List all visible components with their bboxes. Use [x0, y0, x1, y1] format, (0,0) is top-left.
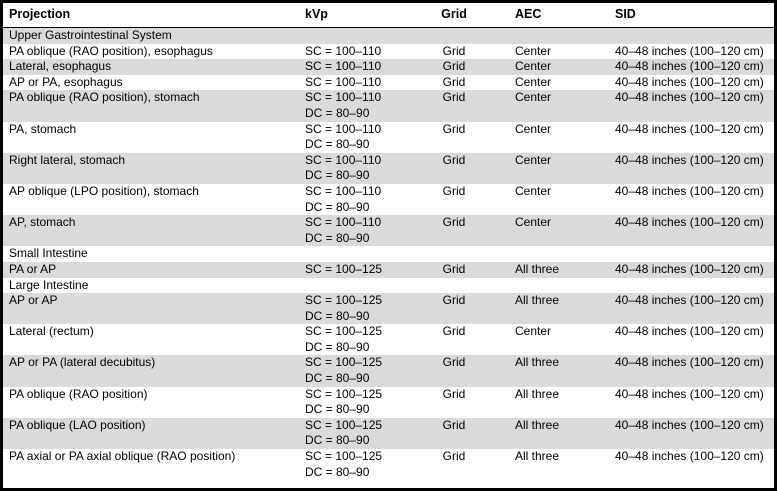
table-row	[3, 387, 774, 418]
aec-cell: All three	[509, 262, 609, 278]
table-row	[3, 293, 774, 324]
projection-cell: AP, stomach	[3, 215, 299, 246]
kvp-cell	[299, 153, 399, 184]
header-grid: Grid	[399, 3, 509, 28]
sid-cell: 40–48 inches (100–120 cm)	[609, 262, 774, 278]
kvp-value: SC = 100–110	[305, 121, 382, 136]
kvp-cell	[299, 90, 399, 121]
table-row	[3, 122, 774, 153]
kvp-cell	[299, 184, 399, 215]
aec-cell: Center	[515, 324, 552, 339]
sid-cell: 40–48 inches (100–120 cm)	[609, 418, 774, 449]
sid-cell: 40–48 inches (100–120 cm)	[615, 324, 764, 339]
kvp-cell	[299, 324, 399, 355]
projection-cell: PA oblique (LAO position)	[3, 418, 299, 449]
kvp-value: SC = 100–125	[305, 324, 383, 339]
kvp-value: SC = 100–110	[305, 183, 382, 198]
aec-cell: Center	[515, 121, 552, 136]
table-row	[3, 418, 774, 449]
kvp-value: DC = 80–90	[305, 308, 370, 323]
kvp-value: SC = 100–125	[305, 386, 383, 401]
kvp-value: SC = 100–110	[305, 215, 382, 230]
aec-cell: Center	[515, 183, 552, 198]
projection-cell: AP or AP	[3, 293, 299, 324]
kvp-value: DC = 80–90	[305, 433, 370, 448]
kvp-value: DC = 80–90	[305, 402, 370, 417]
grid-cell: Grid	[442, 74, 466, 89]
sid-cell: 40–48 inches (100–120 cm)	[615, 74, 764, 89]
kvp-value: DC = 80–90	[305, 371, 370, 386]
section-row	[3, 278, 774, 294]
kvp-value: SC = 100–125	[305, 261, 383, 276]
kvp-value: SC = 100–110	[305, 152, 382, 167]
section-heading: Small Intestine	[9, 246, 88, 261]
kvp-value: DC = 80–90	[305, 339, 370, 354]
kvp-value: SC = 100–125	[305, 355, 383, 370]
table-row	[3, 262, 774, 278]
kvp-value: DC = 80–90	[305, 199, 370, 214]
projection-cell: PA or AP	[3, 262, 299, 278]
section-heading: Large Intestine	[9, 277, 89, 292]
grid-cell: Grid	[442, 386, 466, 401]
aec-cell: All three	[509, 355, 609, 386]
section-heading: Upper Gastrointestinal System	[3, 28, 774, 44]
kvp-value: SC = 100–125	[305, 449, 383, 464]
aec-cell: Center	[509, 153, 609, 184]
sid-cell: 40–48 inches (100–120 cm)	[609, 293, 774, 324]
grid-cell: Grid	[399, 215, 509, 246]
grid-cell: Grid	[399, 153, 509, 184]
header-aec: AEC	[509, 3, 609, 28]
sid-cell: 40–48 inches (100–120 cm)	[609, 355, 774, 386]
kvp-cell	[299, 44, 399, 60]
kvp-cell	[299, 355, 399, 386]
kvp-cell	[299, 262, 399, 278]
aec-cell: All three	[509, 418, 609, 449]
grid-cell: Grid	[399, 355, 509, 386]
projection-cell: Lateral (rectum)	[9, 324, 94, 339]
grid-cell: Grid	[399, 262, 509, 278]
table-row	[3, 59, 774, 75]
aec-cell: All three	[515, 386, 560, 401]
header-row	[3, 3, 774, 28]
projection-cell: PA oblique (RAO position), stomach	[3, 90, 299, 121]
kvp-value: DC = 80–90	[305, 230, 370, 245]
grid-cell: Grid	[442, 43, 466, 58]
kvp-cell	[299, 449, 399, 480]
grid-cell: Grid	[399, 90, 509, 121]
table-row	[3, 90, 774, 121]
kvp-value: DC = 80–90	[305, 464, 370, 479]
projection-cell: Right lateral, stomach	[3, 153, 299, 184]
kvp-cell	[299, 418, 399, 449]
aec-cell: Center	[515, 43, 552, 58]
kvp-cell	[299, 122, 399, 153]
projection-cell: PA oblique (RAO position)	[9, 386, 148, 401]
sid-cell: 40–48 inches (100–120 cm)	[615, 386, 764, 401]
table-row	[3, 215, 774, 246]
kvp-value: SC = 100–110	[305, 43, 382, 58]
header-projection: Projection	[3, 3, 299, 28]
kvp-value: DC = 80–90	[305, 137, 370, 152]
aec-cell: Center	[515, 74, 552, 89]
sid-cell: 40–48 inches (100–120 cm)	[609, 153, 774, 184]
grid-cell: Grid	[399, 59, 509, 75]
table-row	[3, 449, 774, 480]
kvp-value: DC = 80–90	[305, 168, 370, 183]
header-sid: SID	[609, 3, 774, 28]
grid-cell: Grid	[442, 121, 466, 136]
table-row	[3, 184, 774, 215]
section-row	[3, 28, 774, 44]
table-row	[3, 355, 774, 386]
grid-cell: Grid	[399, 293, 509, 324]
grid-cell: Grid	[442, 324, 466, 339]
projection-cell: Lateral, esophagus	[3, 59, 299, 75]
table-row	[3, 324, 774, 355]
aec-cell: All three	[515, 449, 560, 464]
kvp-value: SC = 100–125	[305, 417, 383, 432]
kvp-value: SC = 100–110	[305, 74, 382, 89]
grid-cell: Grid	[442, 183, 466, 198]
projection-cell: PA axial or PA axial oblique (RAO position)	[9, 449, 236, 464]
projection-cell: AP oblique (LPO position), stomach	[9, 183, 199, 198]
kvp-value: SC = 100–110	[305, 90, 382, 105]
kvp-cell	[299, 75, 399, 91]
projection-cell: AP or PA, esophagus	[9, 74, 123, 89]
projection-cell: AP or PA (lateral decubitus)	[3, 355, 299, 386]
kvp-cell	[299, 59, 399, 75]
aec-cell: Center	[509, 215, 609, 246]
table-row	[3, 44, 774, 60]
grid-cell: Grid	[442, 449, 466, 464]
kvp-value: DC = 80–90	[305, 105, 370, 120]
sid-cell: 40–48 inches (100–120 cm)	[615, 183, 764, 198]
section-row	[3, 246, 774, 262]
projection-cell: PA, stomach	[9, 121, 77, 136]
sid-cell: 40–48 inches (100–120 cm)	[615, 43, 764, 58]
table-body	[3, 28, 774, 481]
projection-cell: PA oblique (RAO position), esophagus	[9, 43, 213, 58]
aec-cell: Center	[509, 90, 609, 121]
table-row	[3, 153, 774, 184]
table-row	[3, 75, 774, 91]
table-frame	[3, 3, 774, 488]
header-kvp: kVp	[299, 3, 399, 28]
kvp-value: SC = 100–110	[305, 59, 382, 74]
sid-cell: 40–48 inches (100–120 cm)	[615, 449, 764, 464]
kvp-cell	[299, 387, 399, 418]
technique-table	[3, 3, 774, 480]
sid-cell: 40–48 inches (100–120 cm)	[609, 215, 774, 246]
aec-cell: Center	[509, 59, 609, 75]
kvp-value: SC = 100–125	[305, 293, 383, 308]
kvp-cell	[299, 293, 399, 324]
kvp-cell	[299, 215, 399, 246]
sid-cell: 40–48 inches (100–120 cm)	[609, 90, 774, 121]
sid-cell: 40–48 inches (100–120 cm)	[609, 59, 774, 75]
sid-cell: 40–48 inches (100–120 cm)	[615, 121, 764, 136]
aec-cell: All three	[509, 293, 609, 324]
grid-cell: Grid	[399, 418, 509, 449]
